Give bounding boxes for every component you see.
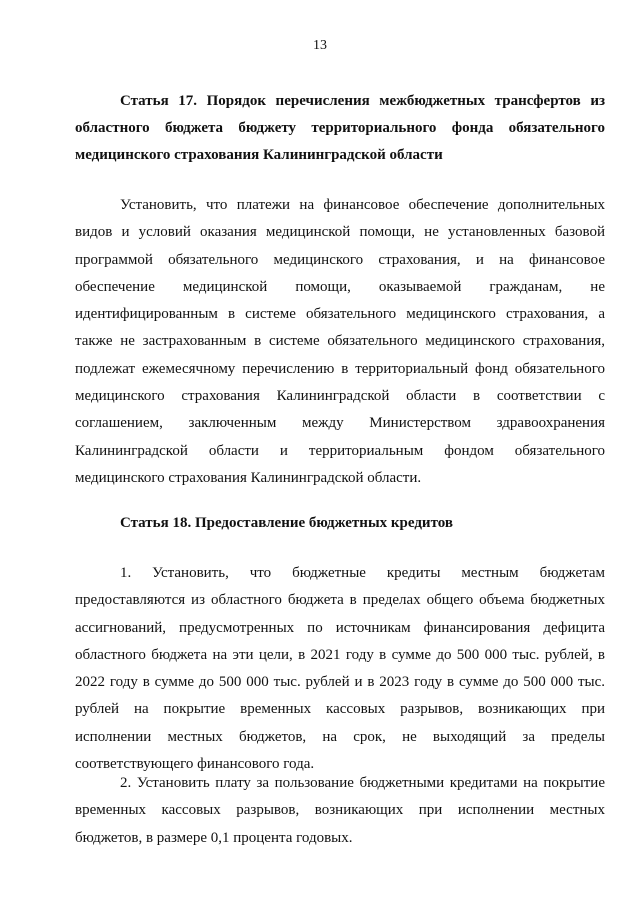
article-18-heading: Статья 18. Предоставление бюджетных кредитов (120, 515, 453, 531)
article-18-paragraph-2: 2. Установить плату за пользование бюджетными кредитами на покрытие временных кассовых разрывов, возникающих при исполнении местных бюджетов, в размере 0,1 процента годовых. (75, 775, 605, 846)
article-17-paragraph: Установить, что платежи на финансовое обеспечение дополнительных видов и условий оказания медицинской помощи, не установленных базовой программой обязательного медицинского страхования, и на финансовое обеспечение медицинской помощи, оказываемой гражданам, не идентифицированным в системе обязательного медицинского страхования, а также не застрахованным в системе обязательного медицинского страхования, подлежат ежемесячному перечислению в территориальный фонд обязательного медицинского страхования Калининградской области в соответствии с соглашением, заключенным между Министерством здравоохранения Калининградской области и территориальным фондом обязательного медицинского страхования Калининградской области. (75, 197, 605, 486)
page-number: 13 (313, 38, 327, 53)
article-17-heading: Статья 17. Порядок перечисления межбюджетных трансфертов из областного бюджета бюджету территориального фонда обязательного медицинского страхования Калининградской области (75, 93, 605, 163)
article-18-paragraph-1: 1. Установить, что бюджетные кредиты местным бюджетам предоставляются из областного бюджета в пределах общего объема бюджетных ассигнований, предусмотренных по источникам финансирования дефицита областного бюджета на эти цели, в 2021 году в сумме до 500 000 тыс. рублей, в 2022 году в сумме до 500 000 тыс. рублей и в 2023 году в сумме до 500 000 тыс. рублей на покрытие временных кассовых разрывов, возникающих при исполнении местных бюджетов, на срок, не выходящий за пределы соответствующего финансового года. (75, 565, 605, 773)
